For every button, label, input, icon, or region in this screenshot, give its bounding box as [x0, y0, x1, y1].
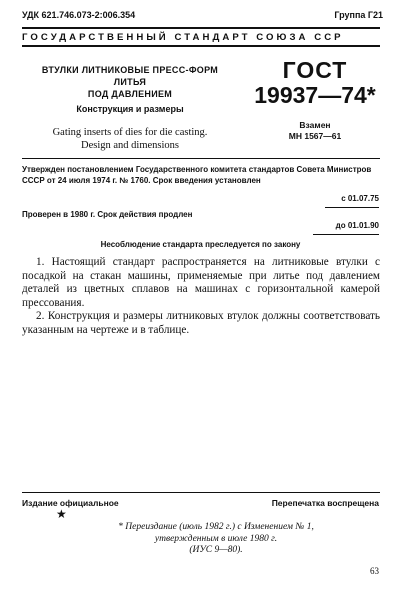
gost-label: ГОСТ: [282, 57, 348, 83]
official-edition-label: Издание официальное: [22, 498, 119, 508]
introduction-date-underline: [325, 207, 379, 208]
reissue-line-3: (ИУС 9—80).: [189, 545, 243, 555]
banner-rule: [22, 45, 380, 47]
validity-date-underline: [313, 234, 379, 235]
reissue-note: [86, 522, 346, 557]
title-block: [30, 64, 230, 152]
title-line-1: ВТУЛКИ ЛИТНИКОВЫЕ ПРЕСС-ФОРМ ЛИТЬЯ: [41, 65, 219, 87]
group-code: Группа Г21: [334, 10, 383, 20]
gost-block: [240, 58, 390, 141]
gost-number: 19937—74*: [254, 82, 376, 108]
reprint-prohibited-label: Перепечатка воспрещена: [271, 498, 379, 508]
english-title-line-1: Gating inserts of dies for die casting.: [52, 127, 208, 138]
star-icon: ★: [56, 507, 67, 521]
english-title-line-2: Design and dimensions: [81, 140, 179, 151]
checked-text: Проверен в 1980 г. Срок действия продлен: [22, 210, 193, 219]
title-line-2: ПОД ДАВЛЕНИЕМ: [87, 89, 173, 99]
top-rule: [22, 27, 380, 29]
replaced-label: Взамен: [299, 120, 331, 130]
reissue-line-2: утвержденным в июле 1980 г.: [154, 533, 278, 544]
subtitle: Конструкция и размеры: [76, 104, 184, 114]
approval-text: Утвержден постановлением Государственного комитета стандартов Совета Министров СССР от 24 июля 1974 г. № 1760. Срок введения установлен: [22, 165, 372, 185]
udk-code: УДК 621.746.073-2:006.354: [22, 10, 136, 20]
replaced-value: МН 1567—61: [288, 131, 342, 141]
validity-date: до 01.01.90: [335, 221, 379, 230]
body-text: [22, 256, 380, 338]
page-number: 63: [370, 566, 379, 576]
paragraph-2: 2. Конструкция и размеры литниковых втулок должны соответствовать указанным на чертеже и в таблице.: [22, 310, 380, 336]
footer-rule: [22, 492, 380, 493]
reissue-line-1: * Переиздание (июль 1982 г.) с Изменением № 1,: [118, 522, 314, 532]
standard-banner: ГОСУДАРСТВЕННЫЙ СТАНДАРТ СОЮЗА ССР: [22, 32, 344, 43]
introduction-date: с 01.07.75: [341, 194, 379, 203]
violation-notice: Несоблюдение стандарта преследуется по закону: [100, 240, 301, 249]
paragraph-1: 1. Настоящий стандарт распространяется на литниковые втулки с посадкой на стакан машины, применяемые при литье под давлением деталей из цветных сплавов на машинах с горизонтальной камерой прессования.: [22, 256, 380, 309]
approval-rule: [22, 158, 380, 159]
